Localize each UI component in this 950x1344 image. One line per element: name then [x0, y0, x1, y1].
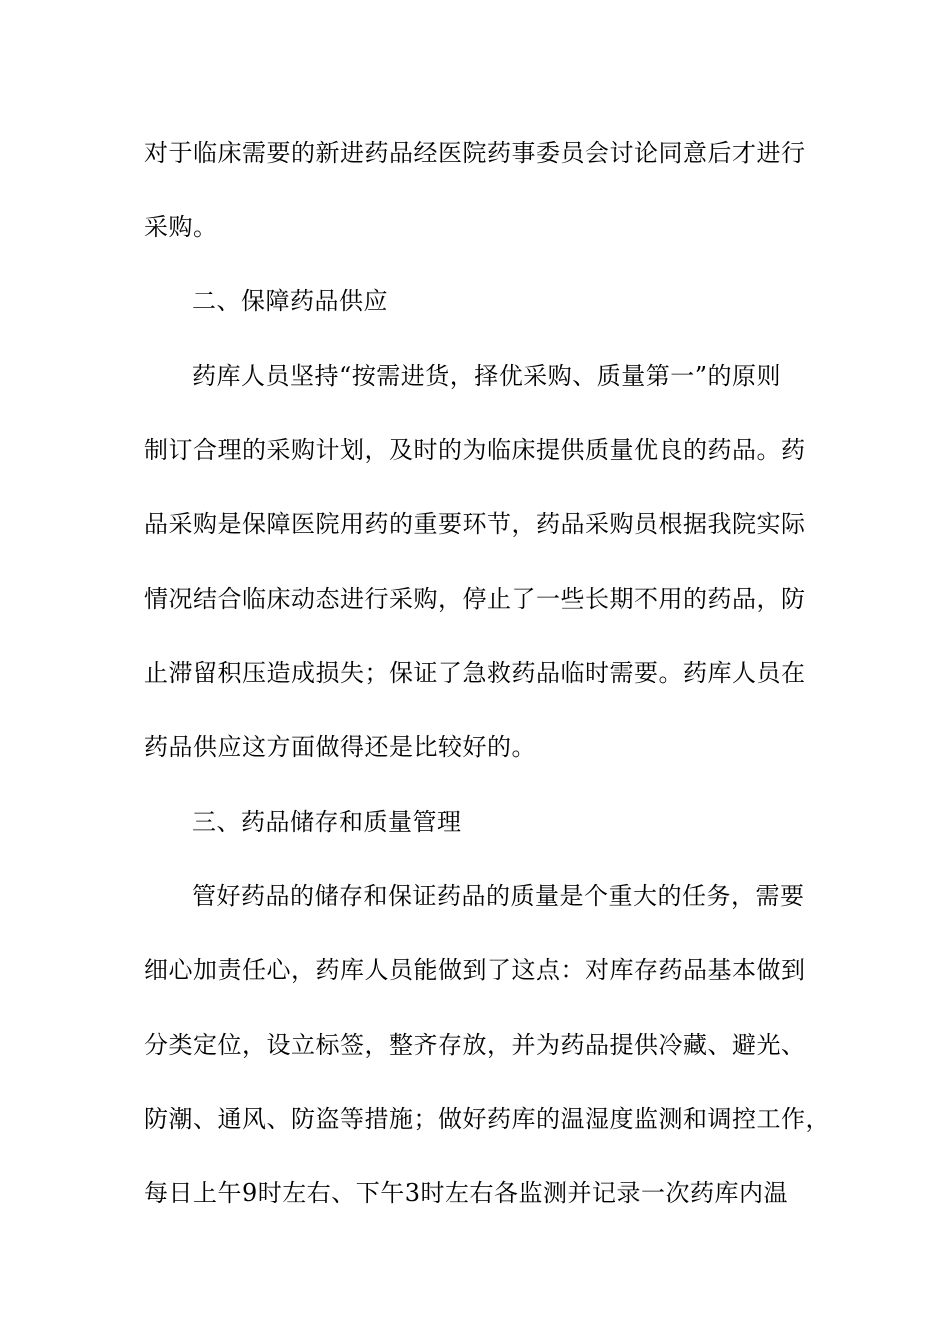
text-line: 分类定位，设立标签，整齐存放，并为药品提供冷藏、避光、: [144, 1031, 806, 1059]
text-line: 采购。: [144, 213, 218, 241]
text-line: 制订合理的采购计划，及时的为临床提供质量优良的药品。药: [144, 436, 806, 464]
text-line: 对于临床需要的新进药品经医院药事委员会讨论同意后才进行: [144, 139, 806, 167]
section-heading: 二、保障药品供应: [192, 287, 388, 315]
text-line: 止滞留积压造成损失；保证了急救药品临时需要。药库人员在: [144, 659, 806, 687]
text-line: 管好药品的储存和保证药品的质量是个重大的任务，需要: [192, 882, 805, 910]
text-line: 品采购是保障医院用药的重要环节，药品采购员根据我院实际: [144, 510, 806, 538]
text-line: 情况结合临床动态进行采购，停止了一些长期不用的药品，防: [144, 585, 806, 613]
text-line: 细心加责任心，药库人员能做到了这点：对库存药品基本做到: [144, 956, 806, 984]
text-line: 药品供应这方面做得还是比较好的。: [144, 733, 536, 761]
section-heading: 三、药品储存和质量管理: [192, 808, 462, 836]
text-line: 每日上午9时左右、下午3时左右各监测并记录一次药库内温: [144, 1179, 789, 1207]
text-line: 防潮、通风、防盗等措施；做好药库的温湿度监测和调控工作，: [144, 1105, 830, 1133]
text-line: 药库人员坚持“按需进货，择优采购、质量第一”的原则: [192, 362, 782, 390]
